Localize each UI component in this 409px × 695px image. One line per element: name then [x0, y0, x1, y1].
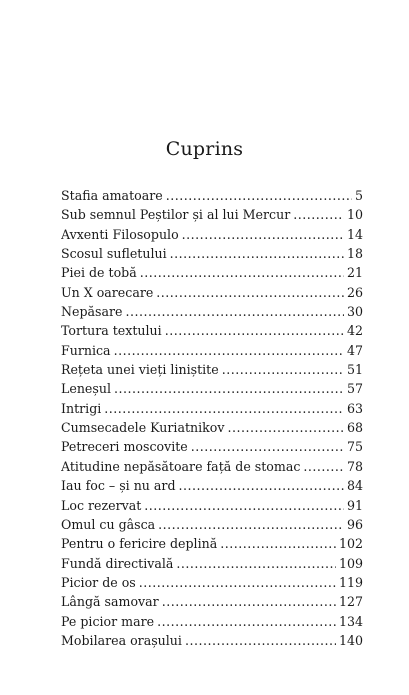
toc-entry: [61, 362, 363, 381]
dot-leader: [156, 285, 344, 300]
toc-entry-title: Mobilarea orașului: [61, 632, 182, 648]
toc-entry: [61, 401, 363, 420]
toc-entry-title: Leneșul: [61, 381, 111, 397]
toc-entry-page-number: 134: [338, 613, 363, 629]
toc-entry: [61, 614, 363, 633]
dot-leader: [140, 265, 344, 280]
toc-entry-title: Furnica: [61, 342, 111, 358]
toc-entry-title: Picior de os: [61, 574, 136, 590]
toc-entry-page-number: 140: [338, 632, 363, 648]
dot-leader: [162, 594, 336, 609]
dot-leader: [126, 304, 344, 319]
dot-leader: [114, 343, 344, 358]
toc-entry-page-number: 26: [346, 284, 363, 300]
toc-entry-title: Un X oarecare: [61, 284, 154, 300]
dot-leader: [228, 420, 344, 435]
toc-entry-page-number: 119: [338, 574, 363, 590]
dot-leader: [303, 459, 344, 474]
toc-entry-page-number: 75: [346, 439, 363, 455]
toc-entry-page-number: 47: [346, 342, 363, 358]
toc-entry: [61, 459, 363, 478]
table-of-contents: [61, 188, 363, 652]
toc-entry: [61, 343, 363, 362]
toc-entry: [61, 633, 363, 652]
dot-leader: [158, 517, 344, 532]
toc-entry-title: Iau foc – și nu ard: [61, 478, 176, 494]
toc-entry: [61, 207, 363, 226]
toc-entry: [61, 265, 363, 284]
toc-entry-title: Loc rezervat: [61, 497, 142, 513]
toc-entry-page-number: 10: [346, 207, 363, 223]
dot-leader: [157, 614, 336, 629]
toc-entry: [61, 478, 363, 497]
toc-entry: [61, 536, 363, 555]
toc-entry-title: Avxenti Filosopulo: [61, 226, 179, 242]
toc-entry: [61, 575, 363, 594]
toc-entry-page-number: 18: [346, 246, 363, 262]
toc-entry-title: Petreceri moscovite: [61, 439, 188, 455]
dot-leader: [185, 633, 336, 648]
dot-leader: [104, 401, 344, 416]
toc-entry-page-number: 109: [338, 555, 363, 571]
toc-entry: [61, 188, 363, 207]
toc-entry-title: Sub semnul Peștilor și al lui Mercur: [61, 207, 291, 223]
toc-entry: [61, 517, 363, 536]
toc-entry-page-number: 14: [346, 226, 363, 242]
dot-leader: [179, 478, 344, 493]
toc-entry-page-number: 30: [346, 304, 363, 320]
toc-entry-page-number: 21: [346, 265, 363, 281]
toc-entry-page-number: 5: [354, 188, 363, 203]
toc-entry: [61, 381, 363, 400]
toc-entry: [61, 304, 363, 323]
toc-entry-title: Pentru o fericire deplină: [61, 536, 218, 552]
toc-entry-title: Omul cu gâsca: [61, 516, 156, 532]
toc-entry-page-number: 57: [346, 381, 363, 397]
dot-leader: [293, 207, 344, 222]
toc-entry-page-number: 78: [346, 458, 363, 474]
toc-entry-title: Pe picior mare: [61, 613, 155, 629]
toc-entry: [61, 498, 363, 517]
toc-entry-title: Piei de tobă: [61, 265, 137, 281]
toc-entry-title: Atitudine nepăsătoare față de stomac: [61, 458, 301, 474]
dot-leader: [182, 227, 344, 242]
toc-entry-page-number: 63: [346, 400, 363, 416]
dot-leader: [139, 575, 336, 590]
toc-entry: [61, 246, 363, 265]
toc-entry-title: Scosul sufletului: [61, 246, 167, 262]
toc-entry: [61, 285, 363, 304]
page-title: Cuprins: [165, 138, 244, 160]
toc-entry-page-number: 68: [346, 420, 363, 436]
toc-entry-title: Rețeta unei vieți liniștite: [61, 362, 219, 378]
dot-leader: [114, 381, 344, 396]
dot-leader: [220, 536, 336, 551]
toc-entry-title: Tortura textului: [61, 323, 162, 339]
dot-leader: [144, 498, 344, 513]
toc-entry: [61, 420, 363, 439]
toc-entry-page-number: 102: [338, 536, 363, 552]
toc-entry-title: Intrigi: [61, 400, 102, 416]
toc-entry-page-number: 127: [338, 594, 363, 610]
dot-leader: [191, 439, 344, 454]
toc-entry: [61, 227, 363, 246]
toc-entry-page-number: 84: [346, 478, 363, 494]
toc-entry-page-number: 96: [346, 516, 363, 532]
toc-entry-title: Nepăsare: [61, 304, 123, 320]
toc-entry-page-number: 51: [346, 362, 363, 378]
dot-leader: [165, 323, 344, 338]
dot-leader: [166, 188, 352, 203]
dot-leader: [222, 362, 344, 377]
dot-leader: [176, 556, 336, 571]
toc-entry: [61, 323, 363, 342]
toc-entry-page-number: 42: [346, 323, 363, 339]
toc-entry-title: Fundă directivală: [61, 555, 174, 571]
toc-entry: [61, 439, 363, 458]
toc-entry: [61, 594, 363, 613]
toc-entry-title: Lângă samovar: [61, 594, 159, 610]
dot-leader: [170, 246, 344, 261]
toc-entry-page-number: 91: [346, 497, 363, 513]
toc-entry: [61, 556, 363, 575]
toc-entry-title: Cumsecadele Kuriatnikov: [61, 420, 225, 436]
toc-entry-title: Stafia amatoare: [61, 188, 163, 203]
